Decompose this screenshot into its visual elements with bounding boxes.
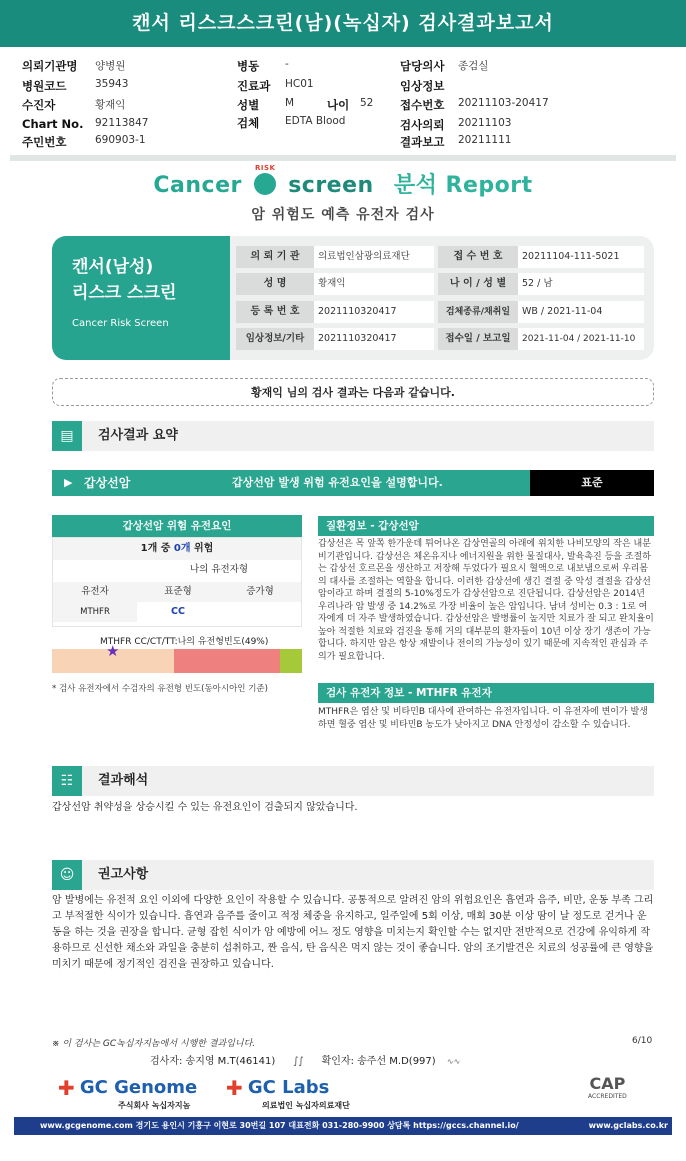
my-genotype-header: 나의 유전자형: [189, 564, 249, 575]
meta-value: 20211103-20417: [458, 97, 549, 109]
gene-count-post: 위험: [194, 543, 214, 554]
meta-label: 의뢰기관명: [22, 59, 78, 73]
meta-value: 황재익: [95, 99, 126, 111]
cap-sub: ACCREDITED: [588, 1093, 627, 1100]
logo-icon: [254, 164, 276, 195]
card-label: 등 록 번 호: [236, 301, 314, 323]
meta-value: 양병원: [95, 60, 126, 72]
footer-note: ※ 이 검사는 GC녹십자지놈에서 시행한 결과입니다.: [52, 1039, 256, 1049]
star-marker-icon: ★: [106, 642, 120, 660]
gene-count-pre: 1개 중: [140, 543, 171, 554]
disease-info-title: 질환정보 - 갑상선암: [318, 516, 654, 536]
page-number: 6/10: [632, 1036, 653, 1046]
card-value: WB / 2021-11-04: [518, 301, 644, 323]
gc-genome-name: GC Genome: [79, 1077, 198, 1098]
card-label: 접수일 / 보고일: [438, 328, 518, 350]
gene-info-title: 검사 유전자 정보 - MTHFR 유전자: [318, 683, 654, 703]
section-summary: [52, 421, 654, 451]
card-label: 나 이 / 성 별: [438, 273, 518, 295]
greeting-banner: 황재익 님의 검사 결과는 다음과 같습니다.: [52, 378, 654, 406]
meta-value: 92113847: [95, 117, 149, 129]
footer-website: www.gclabs.co.kr: [588, 1121, 668, 1130]
section-title: 검사결과 요약: [98, 428, 178, 443]
meta-label: 접수번호: [400, 98, 445, 112]
gc-genome-logo: [58, 1076, 197, 1111]
meta-label: 검사의뢰: [400, 118, 445, 132]
meta-label: 수진자: [22, 98, 56, 112]
report-subtitle: 암 위험도 예측 유전자 검사: [251, 207, 435, 223]
meta-label: 임상정보: [400, 79, 445, 93]
meta-value: HC01: [285, 78, 314, 90]
confirmer: 확인자: 송주선 M.D(997): [321, 1056, 436, 1067]
gene-col-header: 유전자: [53, 582, 137, 602]
gc-labs-sub: 의료법인 녹십자의료재단: [262, 1101, 350, 1110]
cancer-desc: 갑상선암 발생 위험 유전요인을 설명합니다.: [232, 476, 443, 489]
divider: [10, 155, 676, 161]
gc-labs-name: GC Labs: [247, 1077, 330, 1098]
gc-cross-icon: ✚: [226, 1076, 243, 1100]
gene-increased-cell: [219, 602, 301, 622]
meta-value: 20211111: [458, 134, 512, 146]
card-subtitle: Cancer Risk Screen: [72, 318, 169, 329]
logo-report: 분석 Report: [393, 173, 533, 198]
gene-table: [52, 537, 302, 627]
signatures: [150, 1052, 460, 1067]
inspector: 검사자: 송지영 M.T(46141): [150, 1056, 276, 1067]
meta-label: 병원코드: [22, 79, 67, 93]
gc-genome-sub: 주식회사 녹십자지놈: [118, 1101, 191, 1110]
logo-screen: screen: [288, 173, 374, 198]
doctor-icon: ☺: [52, 860, 82, 890]
gene-count: [53, 538, 301, 560]
risk-level-badge: 표준: [530, 470, 654, 496]
card-title-1: 캔서(남성): [72, 257, 154, 277]
freq-bar-label: MTHFR CC/CT/TT:나의 유전형빈도(49%): [100, 637, 269, 647]
card-label: 검체종류/채취일: [438, 301, 518, 323]
card-label: 임상정보/기타: [236, 328, 314, 350]
meta-value: M: [285, 97, 295, 109]
meta-value: -: [285, 58, 289, 70]
interpretation-text: 갑상선암 취약성을 상승시킬 수 있는 유전요인이 검출되지 않았습니다.: [52, 802, 358, 813]
meta-label: Chart No.: [22, 117, 84, 131]
gene-genotype: CC: [171, 606, 185, 617]
meta-value: 35943: [95, 78, 129, 90]
section-advice: [52, 860, 654, 890]
meta-label: 병동: [237, 59, 260, 73]
meta-label: 나이: [327, 98, 350, 112]
card-value: 의료법인삼광의료재단: [314, 246, 434, 268]
card-value: 20211104-111-5021: [518, 246, 644, 268]
logo-risk: RISK: [255, 164, 276, 172]
cancer-banner: [52, 470, 530, 496]
card-label: 성 명: [236, 273, 314, 295]
logo-cancer: Cancer: [153, 173, 242, 198]
signature-mark: ∿∿: [446, 1057, 461, 1066]
report-title: 캔서 리스크스크린(남)(녹십자) 검사결과보고서: [0, 0, 686, 47]
increased-header: 증가형: [219, 582, 301, 602]
section-title: 권고사항: [98, 867, 149, 882]
meta-label: 진료과: [237, 79, 271, 93]
cancer-name: 갑상선암: [84, 476, 131, 490]
section-interpretation: [52, 766, 654, 796]
meta-value: EDTA Blood: [285, 115, 346, 127]
meta-label: 성별: [237, 98, 260, 112]
card-value: 황재익: [314, 273, 434, 295]
gene-name: MTHFR: [53, 602, 137, 622]
bar-segment-tt: [280, 649, 302, 673]
card-label: 접 수 번 호: [438, 246, 518, 268]
gene-table-title: 갑상선암 위험 유전요인: [52, 515, 302, 537]
gc-cross-icon: ✚: [58, 1076, 75, 1100]
report-logo: [0, 164, 686, 199]
card-label: 의 뢰 기 관: [236, 246, 314, 268]
summary-icon: ▤: [52, 421, 82, 451]
cap-logo: [588, 1074, 627, 1100]
disease-info-text: 갑상선은 목 앞쪽 한가운데 튀어나온 갑상연골의 아래에 위치한 나비모양의 작은 내분비기관입니다. 갑상선은 체온유지나 에너지원을 위한 물질대사, 발육촉진 등을 조절하는 갑상선 호르몬을 생산하고 저장해 두었다가 필요시 혈액으로 내보냄으로써 우리몸의 대사를 조절하는 역할을 합니다. 이러한 갑상선에 생긴 결절 중 악성 결절을 갑상선암이라고 하며 결절의 5-10%정도가 갑상선암으로 진단됩니다. 갑상선암은 2014년 우리나라 암 발생 중 14.2%로 가장 비율이 높은 암입니다. 남녀 성비는 0.3 : 1로 여자에게 더 자주 발생하였습니다. 갑상선암은 발병률이 높지만 치료가 잘 되고 완치율이 높아 적절한 치료와 검진을 통해 거의 대부분의 환자들이 10년 이상 장기 생존이 가능합니다. 하지만 암은 항상 재발이나 전이의 가능성이 있기 때문에 지속적인 관심과 주의가 필요합니다.: [318, 539, 654, 662]
card-value: 52 / 남: [518, 273, 644, 295]
section-title: 결과해석: [98, 773, 149, 788]
advice-text: 암 발병에는 유전적 요인 이외에 다양한 요인이 작용할 수 있습니다. 공통적으로 알려진 암의 위험요인은 흡연과 음주, 비만, 운동 부족 그리고 부적절한 식이가 있습니다. 흡연과 음주를 줄이고 적정 체중을 유지하고, 일주일에 5회 이상, 매회 30분 이상 땀이 날 정도로 걷거나 운동을 하는 것을 권장을 합니다. 균형 잡힌 식이가 암 예방에 어느 정도 영향을 미치는지 확인할 수는 없지만 전반적으로 건강에 유익하게 작용하므로 신선한 채소와 과일을 충분히 섭취하고, 짠 음식, 탄 음식은 먹지 않는 것이 좋습니다. 암의 조기발견은 치료의 성공률에 큰 영향을 미치기 때문에 정기적인 검진을 권장하고 있습니다.: [52, 895, 654, 970]
card-value: 2021110320417: [314, 328, 434, 350]
meta-value: 690903-1: [95, 134, 146, 146]
footer-address: www.gcgenome.com 경기도 용인시 기흥구 이현로 30번길 107 대표전화 031-280-9900 상담톡 https://gccs.channel.io/: [40, 1121, 519, 1130]
card-value: 2021110320417: [314, 301, 434, 323]
company-logos: [58, 1074, 658, 1114]
signature-mark: ∫∫: [293, 1056, 304, 1067]
gc-labs-logo: [226, 1076, 350, 1111]
freq-bar-note: * 검사 유전자에서 수검자의 유전형 빈도(동아시아인 기준): [52, 684, 268, 694]
meta-value: 20211103: [458, 117, 512, 129]
clipboard-icon: ☷: [52, 766, 82, 796]
meta-label: 주민번호: [22, 135, 67, 149]
meta-value: 종검실: [458, 60, 489, 72]
cap-name: CAP: [589, 1074, 626, 1093]
gene-info-text: MTHFR은 엽산 및 비타민B 대사에 관여하는 유전자입니다. 이 유전자에 변이가 발생하면 혈중 엽산 및 비타민B 농도가 낮아지고 DNA 안정성이 감소할 수 있습니다.: [318, 707, 648, 730]
card-title-2: 리스크 스크린: [72, 283, 177, 303]
arrow-right-icon: ▶: [64, 476, 73, 489]
bar-segment-ct: [174, 649, 280, 673]
footer-bar: [14, 1117, 672, 1135]
card-value: 2021-11-04 / 2021-11-10: [518, 328, 644, 350]
meta-label: 결과보고: [400, 135, 445, 149]
meta-label: 담당의사: [400, 59, 445, 73]
meta-label: 검체: [237, 116, 260, 130]
gene-count-value: 0개: [173, 543, 191, 554]
card-title-panel: [52, 236, 230, 360]
meta-value: 52: [360, 97, 374, 109]
standard-header: 표준형: [137, 582, 219, 602]
